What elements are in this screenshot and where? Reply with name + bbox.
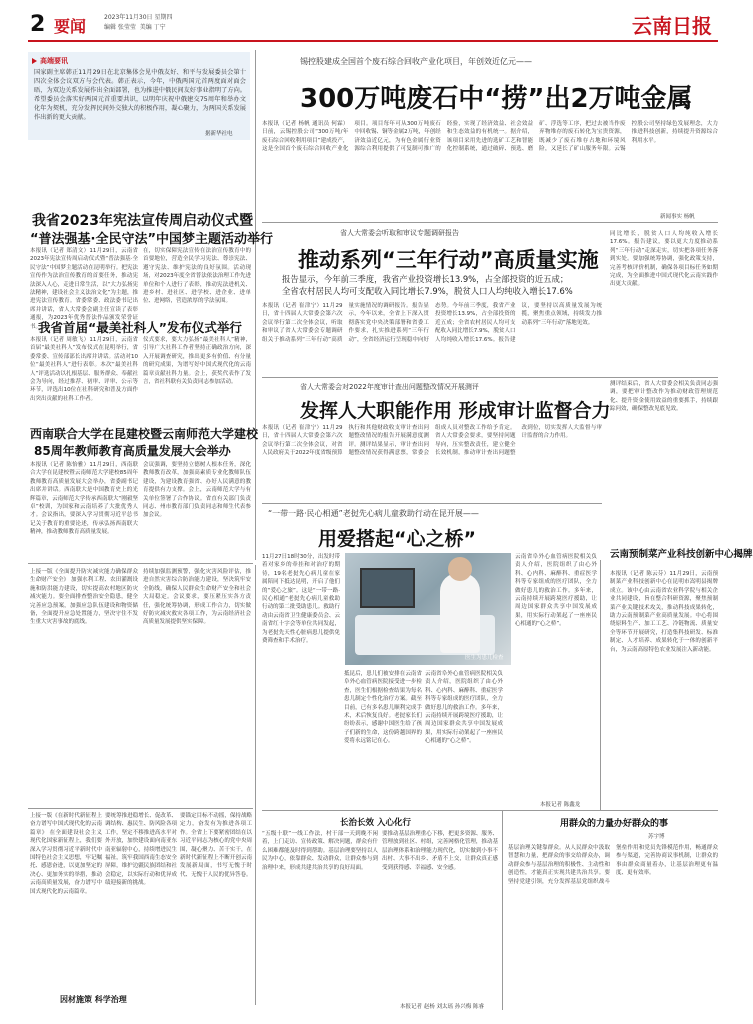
story6-side: 同比增长，脱贫人口人均纯收入增长17.6%。报告建议，要以更大力度推动系列“三年行动”走深走实，切实把各项任务落到实处。要加强统筹协调，强化政策支持，完善考核评价机制，确保各项目标任务如期完成，为全面推进中国式现代化云南实践作出更大贡献。	[610, 231, 718, 288]
section-divider	[28, 563, 253, 564]
story6-kicker: 省人大常委会听取和审议专题调研报告	[340, 229, 459, 237]
story10-col3: 要锚定目标不动摇，保持战略定力，奋发有为推进各项工作。全省上下要紧密团结在以习近平同志为核心的党中央周围，凝心聚力、苦干实干，在新时代新征程上不断开创云南发展新局面，书写无愧于时代、无愧于人民的优异答卷。	[180, 813, 252, 878]
brief-source: 据新华社电	[205, 131, 233, 137]
story3-title-line2: 85周年教师教育高质量发展大会举办	[34, 444, 231, 458]
story5-byline: 新闻事实 杨帆	[660, 214, 695, 220]
story11-byline: 本报记者 赵杨 刘太瑶 孙兴梅 陈睿	[400, 1004, 484, 1010]
story5-kicker: 锡控股建成全国首个废石综合回收产业化项目，年创效近亿元——	[300, 57, 532, 66]
monitor-shape	[360, 568, 415, 608]
story1-col2: 在，切实保障宪法宣传在法治宣传教育中的首要地位，营造全民学习宪法、尊崇宪法、遵守宪法、维护宪法的良好氛围。活动现场，对2023年度全省普法依法治理工作先进单位和个人进行了表彰，推动宪法进机关、进乡村、进社区、进学校、进企业、进单位、进网络，营造浓厚的学法氛围。	[143, 248, 251, 305]
story10-col1: 上接一版《在新时代新征程上奋力谱写中国式现代化的云南篇章》 在全面建设社会主义现代化国家新征程上，我们要深入学习贯彻习近平新时代中国特色社会主义思想，牢记嘱托、感恩奋进，以更加坚定的决心、更加务实的举措，推动云南高质量发展，奋力谱写中国式现代化的云南篇章。	[30, 813, 102, 895]
story1-title-line1: 我省2023年宪法宣传周启动仪式暨	[32, 213, 253, 229]
section-title: 要闻	[54, 17, 87, 36]
brief-label: 高端要讯	[32, 56, 68, 66]
column-divider	[255, 565, 256, 1005]
story8-col3: 云南省阜外心血管病医院相关负责人介绍，医院组织了由心外科、心内科、麻醉科、重症医学科等专家组成的医疗团队，全力做好患儿的救治工作。多年来，云南持续开展跨境医疗援助，让周边国家群众共享中国发展成果，用实际行动架起了一座座民心相通的“心之桥”。	[425, 671, 503, 745]
column-divider	[255, 50, 256, 560]
story6-subtitle-line2: 全省农村居民人均可支配收入同比增长7.9%，脱贫人口人均纯收入增长17.6%	[282, 286, 573, 296]
story8-photo	[345, 553, 511, 665]
story8-col1: 11月27日18时30分，出发时带着对家乡的牵挂和对治疗的期待，19名老挝先心病儿童在家属陪同下抵达昆明，开启了他们的“爱心之旅”。这是“一带一路·民心相通”老挝先心病儿童救助行动的第二批受助患儿。救助行动由云南省卫生健康委员会、云南省红十字会等单位共同发起，为老挝先天性心脏病患儿提供免费筛查和手术治疗。	[262, 554, 340, 645]
story2-col2: 仪式要求，要大力弘扬“最美社科人”精神，引导广大社科工作者坚持正确政治方向，深入开展调查研究，推出更多有价值、有分量的研究成果，为谱写好中国式现代化的云南篇章贡献社科力量。会上，获奖代表作了发言，省社科联有关负责同志参加活动。	[143, 337, 251, 386]
triangle-icon	[32, 58, 37, 64]
story7-title: 发挥人大职能作用 形成审计监督合力	[300, 400, 611, 422]
editor-credit: 编辑 张莹莹 美编 丁宁	[104, 24, 166, 31]
story1-col1: 本报讯（记者 郑清文）11月29日，云南省2023年宪法宣传周启动仪式暨“普法强基·全民守法”中国梦主题活动在昆明举行。把宪法宣传作为法治宣传教育的首要任务，推动宪法深入人心，走进日常生活，以“大力弘扬宪法精神，建设社会主义法治文化”为主题，推进宪法宣传教育。省委常委、政法委书记出席并讲话，省人大常委会副主任宣读了表彰通报，为2023年优秀普法作品颁发荣誉证书。	[30, 248, 138, 330]
section-divider	[262, 222, 718, 223]
newspaper-logo: 云南日报	[632, 14, 712, 38]
column-divider	[502, 810, 503, 1010]
story8-col3-cont: 云南省阜外心血管病医院相关负责人介绍，医院组织了由心外科、心内科、麻醉科、重症医学科等专家组成的医疗团队，全力做好患儿的救治工作。多年来，云南持续开展跨境医疗援助，让周边国家群众共享中国发展成果，用实际行动架起了一座座民心相通的“心之桥”。	[515, 554, 597, 628]
story11-col1: “五级十联”一线工作法，村干部一天到晚不闲着，上门走访、宣传政策、解决问题，群众有什么困难都能及时得到帮助。基层治理要坚持以人民为中心，依靠群众、发动群众，让群众参与到治理中来，形成共建共治共享的良好局面。	[262, 831, 378, 871]
story4-col2: 持续加强监测预警，强化灾害风险评估，推进自然灾害综合防治能力建设，坚决筑牢安全防线，确保人民群众生命财产安全和社会大局稳定。会议要求，要压紧压实各方责任，强化统筹协调，形成工作合力，切实做好防灾减灾救灾各项工作，为云南经济社会高质量发展提供坚实保障。	[143, 569, 251, 626]
header-rule	[28, 40, 718, 42]
story2-col1: 本报讯（记者 周敏飞）11月29日，云南省首届“最美社科人”发布仪式在昆明举行，省委常委、宣传部部长出席并讲话。活动对10位“最美社科人”进行表彰。本次“最美社科人”评选活动以扎根基层、服务群众、奉献社会为导向，经过推荐、初审、评审、公示等环节，评选出10位在社科研究和普及方面作出突出贡献的社科工作者。	[30, 337, 138, 402]
issue-date: 2023年11月30日 星期四	[104, 14, 173, 21]
story9-text: 本报讯（记者 陈云芬）11月29日，云南预制菜产业科技创新中心在昆明市嵩明县揭牌成立。该中心由云南省农业科学院与相关企业共同建设，旨在整合科研资源，聚焦预制菜产业关键技术攻关，推动科技成果转化，助力云南预制菜产业高质量发展。中心将围绕原料生产、加工工艺、冷链物流、质量安全等环节开展研究，打造集科技研发、标准制定、人才培养、成果转化于一体的创新平台，为云南高原特色农业发展注入新动能。	[610, 571, 718, 653]
story11-title: 长治长效 入心化行	[340, 818, 411, 828]
story7-text: 本报讯（记者 崔津宁）11月29日，省十四届人大常委会第六次会议举行第二次全体会议，对省人民政府关于2022年度省级预算执行和其他财政收支审计查出问题整改情况的报告开展满意度测评。测评结果显示，审计查出问题整改情况获得满意票，常委会组成人员对整改工作给予肯定。省人大常委会要求，要坚持问题导向，压实整改责任，建立健全长效机制，推动审计查出问题整改到位，切实发挥人大监督与审计监督的合力作用。	[262, 425, 602, 457]
story2-title: 我省首届“最美社科人”发布仪式举行	[38, 320, 242, 335]
story12-author: 苏宇博	[648, 834, 665, 840]
story10-subtitle: 因材施策 科学治理	[60, 995, 127, 1004]
page-header	[0, 0, 742, 48]
section-divider	[28, 808, 253, 809]
story8-col2: 抵昆后，患儿们被安排在云南省阜外心血管病医院接受进一步检查，医生们根据检查结果为每名患儿制定个性化治疗方案。截至目前，已有多名患儿顺利完成手术，术后恢复良好。老挝家长们纷纷表示，感谢中国医生给了孩子们新的生命，这份跨越国界的爱将永远铭记在心。	[344, 671, 422, 745]
story3-col1: 本报讯（记者 陈怡雅）11月29日，西南联合大学在昆建校暨云南师范大学建校85周年教师教育高质量发展大会举办，省委副书记出席并讲话。西南联大是中国教育史上的光辉篇章，云南师范大学传承西南联大“刚毅坚卓”校训，为国家和云南培养了大批优秀人才。会议指出，要深入学习贯彻习近平总书记关于教育的重要论述，传承弘扬西南联大精神，推动教师教育高质量发展。	[30, 462, 138, 536]
story9-title: 云南预制菜产业科技创新中心揭牌	[610, 549, 753, 560]
doctor-shape	[440, 573, 480, 653]
story5-text: 本报讯（记者 杨帆 通讯员 何霖）日前，云锡控股公司“300万吨/年废石综合回收利用项目”建成投产，这是全国首个废石综合回收产业化项目。项目每年可从300万吨废石中回收锡、铜等金属2万吨，年创经济效益近亿元，为有色金属行业资源综合利用提供了可复制可推广的经验，实现了经济效益、社会效益和生态效益的有机统一。据介绍，该项目采用先进的选矿工艺和智能化控制系统，通过破碎、预选、磨矿、浮选等工序，把过去被当作废弃物堆存的废石转化为宝贵资源，既减少了废石堆存占地和环境风险，又延长了矿山服务年限。云锡控股公司坚持绿色发展理念，大力推进科技创新，持续提升资源综合利用水平。	[262, 121, 718, 153]
story5-title: 300万吨废石中“捞”出2万吨金属	[300, 84, 693, 114]
page-number: 2	[30, 12, 46, 37]
story3-title-line1: 西南联合大学在昆建校暨云南师范大学建校	[30, 427, 259, 441]
story12-title: 用群众的力量办好群众的事	[560, 819, 669, 829]
story8-kicker: “一带一路·民心相通”老挝先心病儿童救助行动在昆开展——	[268, 509, 479, 518]
story11-col2: 要推动基层治理重心下移，把更多资源、服务、管理放到社区、村组，完善网格化管理，推动基层治理体系和治理能力现代化，切实做到小事不出村、大事不出乡、矛盾不上交，让群众真正感受到获得感、幸福感、安全感。	[382, 831, 498, 871]
story1-title-line2: “普法强基·全民守法”中国梦主题活动举行	[30, 232, 274, 247]
story4-col1: 上接一版《全面提升防灾减灾能力确保群众生命财产安全》 加强水利工程、农田灌溉设施和防洪能力建设，切实提高农村地区防灾减灾能力。要全面排查整治安全隐患，健全完善应急预案，加强应急队伍建设和物资储备，全面提升应急处置能力，坚决守住不发生重大灾害事故的底线。	[30, 569, 138, 626]
photo-caption: 医生为患儿检查	[465, 655, 504, 661]
story7-side: 测评结束后，省人大常委会相关负责同志强调，要把审计整改作为推动财政管理规范化、提升资金使用效益的重要抓手，持续跟踪问效，确保整改见底见效。	[610, 381, 718, 413]
head-shape	[448, 557, 472, 581]
brief-text: 国家副主席韩正11月29日在北京集体会见中俄友好、和平与发展委员会第十四次全体会议双方与会代表。韩正表示，今年，中俄两国元首两度面对面会晤，为双边关系发展作出全面部署，也为推进中俄民间友好事业指明了方向。希望委员会落实好两国元首重要共识，以明年庆祝中俄建交75周年和举办文化年为契机，充分发挥民间外交独大的积极作用，凝心聚力，为两国关系发展作出新的更大贡献。	[34, 69, 246, 121]
story8-title: 用爱搭起“心之桥”	[318, 528, 476, 550]
story3-col2: 会议强调，要坚持立德树人根本任务，深化教师教育改革，加强高素质专业化教师队伍建设，为建设教育强省、办好人民满意的教育提供有力支撑。会上，云南师范大学与有关单位签署了合作协议。省直有关部门负责同志、州市教育部门负责同志和师生代表参加会议。	[143, 462, 251, 519]
section-divider	[262, 810, 718, 811]
story10-col2: 要统筹推进稳增长、促改革、调结构、惠民生、防风险各项工作，坚定不移推进高水平对外开放，加快建设面向南亚东南亚辐射中心，持续增进民生福祉，筑牢我国西南生态安全屏障，维护边疆民族团结和社会稳定，以实际行动和优异成绩迎接新的挑战。	[105, 813, 177, 887]
story6-subtitle-line1: 报告显示，今年前三季度，我省产业投资增长13.9%，占全部投资的近五成；	[282, 274, 569, 284]
section-divider	[262, 503, 602, 504]
story6-text: 本报讯（记者 崔津宁）11月29日，省十四届人大常委会第六次会议举行第二次全体会议，听取和审议了省人大常委会专题调研组关于推动系列“三年行动”高质量实施情况的调研报告。报告显示，今年以来，全省上下深入贯彻落实党中央决策部署和省委工作要求，扎实推进系列“三年行动”，全省经济运行呈现稳中向好态势。今年前三季度，我省产业投资增长13.9%，占全部投资的近五成；全省农村居民人均可支配收入同比增长7.9%，脱贫人口人均纯收入增长17.6%。报告建议，要坚持以高质量发展为统揽，聚焦重点领域，持续发力推动系列“三年行动”落地见效。	[262, 303, 602, 343]
story8-byline: 本报记者 陈鑫龙	[540, 802, 581, 808]
story7-kicker: 省人大常委会对2022年度审计查出问题整改情况开展测评	[300, 383, 479, 391]
story12-text: 基层治理关键靠群众。从人民群众中汲取智慧和力量，把群众的事交给群众办，调动群众参与基层治理的积极性、主动性和创造性，才能真正实现共建共治共享。要坚持党建引领，充分发挥基层党组织战斗堡垒作用和党员先锋模范作用，畅通群众参与渠道，完善协商议事机制，让群众的事由群众商量着办，让基层治理更有温度、更有效率。	[508, 845, 718, 885]
story6-title: 推动系列“三年行动”高质量实施	[298, 248, 599, 272]
section-divider	[262, 377, 718, 378]
column-divider	[600, 560, 601, 810]
